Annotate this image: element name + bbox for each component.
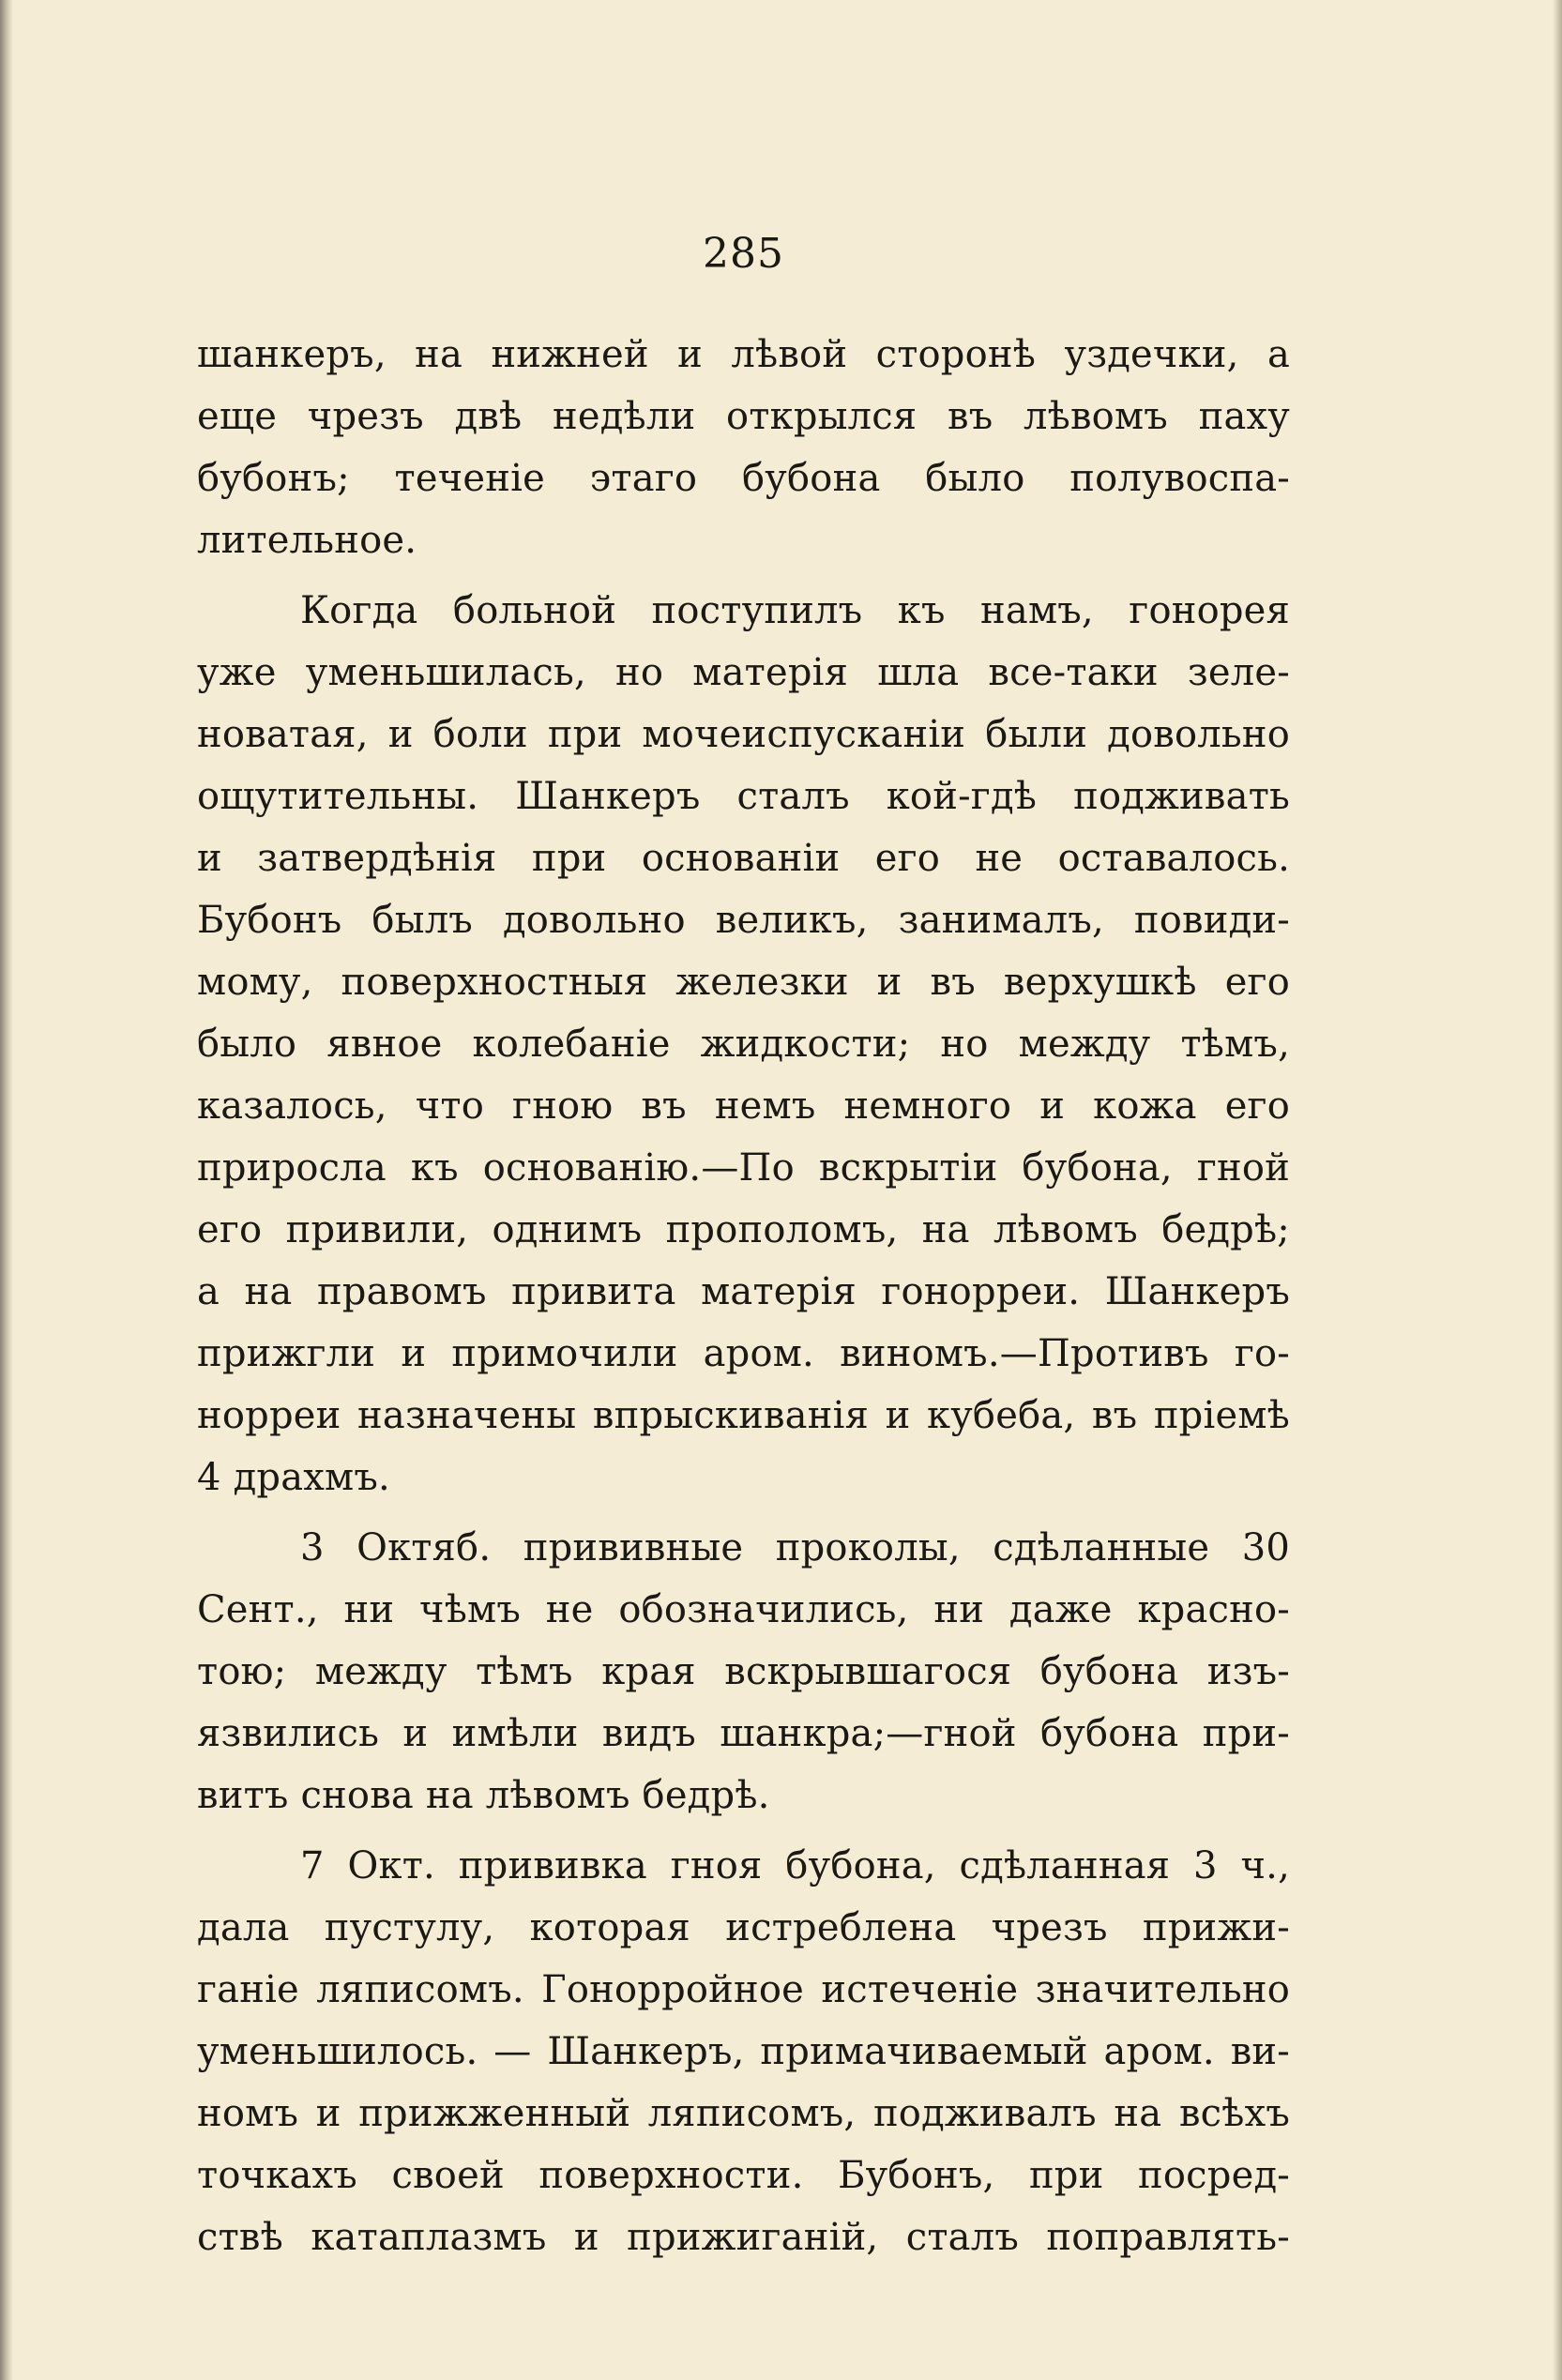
body-text bbox=[197, 324, 1290, 2268]
text-line: Бубонъ былъ довольно великъ, занималъ, повиди- bbox=[197, 899, 1290, 942]
text-line: прижгли и примочили аром. виномъ.—Противъ го- bbox=[197, 1332, 1290, 1375]
text-line: лительное. bbox=[197, 519, 417, 562]
text-line: тою; между тѣмъ края вскрывшагося бубона изъ- bbox=[197, 1650, 1290, 1693]
page-edge-shadow bbox=[0, 0, 13, 2380]
text-line: Сент., ни чѣмъ не обозначились, ни даже красно- bbox=[197, 1588, 1290, 1631]
text-line: приросла къ основанію.—По вскрытіи бубона, гной bbox=[197, 1146, 1290, 1190]
text-line: язвились и имѣли видъ шанкра;—гной бубона при- bbox=[197, 1712, 1290, 1755]
page-number: 285 bbox=[703, 230, 784, 278]
text-line: норреи назначены впрыскиванія и кубеба, въ пріемѣ bbox=[197, 1394, 1290, 1437]
text-line: а на правомъ привита матерія гонорреи. Шанкеръ bbox=[197, 1270, 1290, 1313]
text-line: еще чрезъ двѣ недѣли открылся въ лѣвомъ паху bbox=[197, 395, 1290, 438]
text-line: мому, поверхностныя железки и въ верхушкѣ его bbox=[197, 961, 1290, 1004]
text-line: витъ снова на лѣвомъ бедрѣ. bbox=[197, 1774, 770, 1817]
text-line: новатая, и боли при мочеиспусканіи были довольно bbox=[197, 713, 1290, 756]
text-line: его привили, однимъ прополомъ, на лѣвомъ бедрѣ; bbox=[197, 1208, 1290, 1251]
text-line: шанкеръ, на нижней и лѣвой сторонѣ уздечки, а bbox=[197, 333, 1290, 376]
paragraph-gap bbox=[197, 1508, 1290, 1517]
text-line: 4 драхмъ. bbox=[197, 1456, 390, 1499]
page-edge-shadow-right bbox=[1553, 0, 1562, 2380]
text-line: 3 Октяб. прививные проколы, сдѣланные 30 bbox=[300, 1526, 1290, 1569]
text-line: ганіе ляписомъ. Гонорройное истеченіе значительно bbox=[197, 1968, 1290, 2011]
text-line: и затвердѣнія при основаніи его не оставалось. bbox=[197, 837, 1290, 880]
text-line: ощутительны. Шанкеръ сталъ кой-гдѣ подживать bbox=[197, 775, 1290, 818]
text-line: бубонъ; теченіе этаго бубона было полувоспа- bbox=[197, 457, 1290, 500]
text-line: дала пустулу, которая истреблена чрезъ прижи- bbox=[197, 1906, 1290, 1949]
text-line: уменьшилось. — Шанкеръ, примачиваемый аром. ви- bbox=[197, 2030, 1290, 2073]
text-line: точкахъ своей поверхности. Бубонъ, при посред- bbox=[197, 2154, 1290, 2197]
paragraph-gap bbox=[197, 1827, 1290, 1835]
text-line: казалось, что гною въ немъ немного и кожа его bbox=[197, 1084, 1290, 1128]
text-line: уже уменьшилась, но матерія шла все-таки зеле- bbox=[197, 651, 1290, 694]
text-line: 7 Окт. прививка гноя бубона, сдѣланная 3 ч., bbox=[300, 1844, 1290, 1887]
text-line: номъ и прижженный ляписомъ, подживалъ на всѣхъ bbox=[197, 2092, 1290, 2135]
text-line: Когда больной поступилъ къ намъ, гонорея bbox=[300, 589, 1290, 632]
paragraph-gap bbox=[197, 571, 1290, 580]
text-line: было явное колебаніе жидкости; но между тѣмъ, bbox=[197, 1023, 1290, 1066]
text-line: ствѣ катаплазмъ и прижиганій, сталъ поправлять- bbox=[197, 2216, 1290, 2259]
